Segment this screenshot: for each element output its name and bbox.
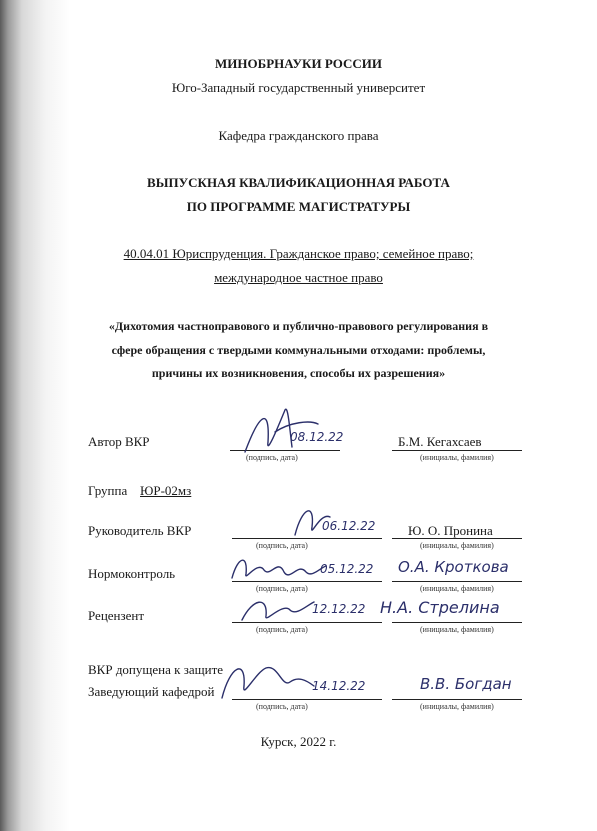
topic-line2: сфере обращения с твердыми коммунальными отходами: проблемы, [111, 343, 486, 357]
head-label: Заведующий кафедрой [88, 684, 215, 699]
author-date: 08.12.22 [290, 430, 344, 444]
reviewer-name-caption: (инициалы, фамилия) [420, 625, 494, 634]
reviewer-label: Рецензент [88, 608, 145, 623]
head-name-caption: (инициалы, фамилия) [420, 702, 494, 711]
topic-line1: «Дихотомия частноправового и публично-правового регулирования в [108, 319, 489, 333]
reviewer-sign-caption: (подпись, дата) [256, 625, 308, 634]
head-name-line [392, 699, 522, 700]
supervisor-name-line [392, 538, 522, 539]
group-value: ЮР-02мз [140, 483, 192, 498]
city-year: Курск, 2022 г. [260, 734, 337, 749]
ministry-name: МИНОБРНАУКИ РОССИИ [215, 56, 382, 71]
author-name-caption: (инициалы, фамилия) [420, 453, 494, 462]
department-name: Кафедра гражданского права [218, 128, 379, 143]
head-sign-caption: (подпись, дата) [256, 702, 308, 711]
normcontrol-label: Нормоконтроль [88, 566, 176, 581]
author-label: Автор ВКР [88, 434, 150, 449]
reviewer-date: 12.12.22 [312, 602, 366, 616]
author-name: Б.М. Кегахсаев [398, 434, 482, 449]
supervisor-name-caption: (инициалы, фамилия) [420, 541, 494, 550]
supervisor-date: 06.12.22 [322, 519, 376, 533]
normcontrol-name: О.А. Кроткова [398, 558, 509, 576]
group-label: Группа [88, 483, 128, 498]
supervisor-name: Ю. О. Пронина [408, 523, 493, 538]
program-line1: 40.04.01 Юриспруденция. Гражданское право; семейное право; [123, 246, 474, 261]
normcontrol-sign-caption: (подпись, дата) [256, 584, 308, 593]
reviewer-name: Н.А. Стрелина [380, 598, 500, 617]
head-signature [216, 652, 316, 707]
supervisor-label: Руководитель ВКР [88, 523, 192, 538]
normcontrol-signature [228, 548, 328, 588]
head-name: В.В. Богдан [420, 675, 512, 693]
topic-line3: причины их возникновения, способы их разрешения» [151, 366, 446, 380]
normcontrol-name-line [392, 581, 522, 582]
normcontrol-name-caption: (инициалы, фамилия) [420, 584, 494, 593]
work-title-line2: ПО ПРОГРАММЕ МАГИСТРАТУРЫ [186, 199, 411, 214]
program-line2: международное частное право [214, 270, 383, 285]
author-name-line [392, 450, 522, 451]
author-sign-caption: (подпись, дата) [246, 453, 298, 462]
normcontrol-date: 05.12.22 [320, 562, 374, 576]
reviewer-signature [238, 588, 318, 628]
reviewer-name-line [392, 622, 522, 623]
admission-label: ВКР допущена к защите [88, 662, 224, 677]
university-name: Юго-Западный государственный университет [171, 80, 426, 95]
supervisor-sign-caption: (подпись, дата) [256, 541, 308, 550]
work-title-line1: ВЫПУСКНАЯ КВАЛИФИКАЦИОННАЯ РАБОТА [147, 175, 450, 190]
head-date: 14.12.22 [312, 679, 366, 693]
